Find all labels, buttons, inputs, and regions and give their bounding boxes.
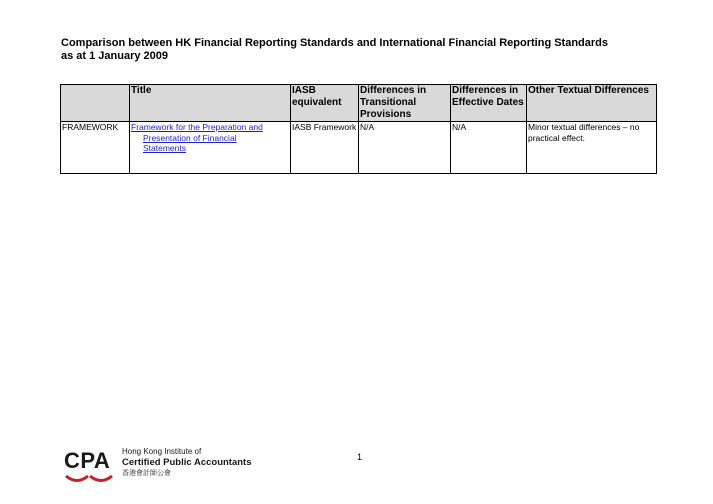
document-title-line2: as at 1 January 2009: [61, 50, 169, 62]
header-effective-dates: Differences in Effective Dates: [451, 85, 527, 122]
framework-link-line1: Framework for the Preparation and: [131, 122, 263, 132]
table-row: [61, 122, 657, 174]
logo-mark: CPA: [64, 448, 111, 473]
header-iasb-equivalent: IASB equivalent: [291, 85, 359, 122]
cell-transitional: N/A: [359, 122, 451, 174]
table-header-row: [61, 85, 657, 122]
framework-link-line2: Presentation of Financial: [143, 132, 237, 143]
cell-effective-dates: N/A: [451, 122, 527, 174]
document-title-line1: Comparison between HK Financial Reporting Standards and International Financial Reporting Standards: [61, 37, 609, 49]
cell-other-differences: Minor textual differences – no practical effect.: [527, 122, 657, 174]
cell-iasb-equivalent: IASB Framework: [291, 122, 359, 174]
header-other-differences: Other Textual Differences: [527, 85, 657, 122]
framework-link-line3: Statements: [143, 143, 186, 153]
framework-link[interactable]: [131, 122, 289, 154]
logo-line1: Hong Kong Institute of: [122, 447, 202, 456]
page-number: 1: [357, 452, 363, 462]
logo-text: [122, 447, 252, 478]
logo-line2: Certified Public Accountants: [122, 457, 252, 468]
cell-code: FRAMEWORK: [61, 122, 130, 174]
document-title: [61, 37, 661, 63]
comparison-table: [60, 84, 657, 174]
logo-line3: 香港會計師公會: [122, 469, 171, 477]
hkicpa-logo: [62, 444, 262, 490]
header-code: [61, 85, 130, 122]
logo-arcs-icon: [64, 473, 116, 489]
header-transitional-provisions: Differences in Transitional Provisions: [359, 85, 451, 122]
cell-title: [130, 122, 291, 174]
header-title: Title: [130, 85, 291, 122]
